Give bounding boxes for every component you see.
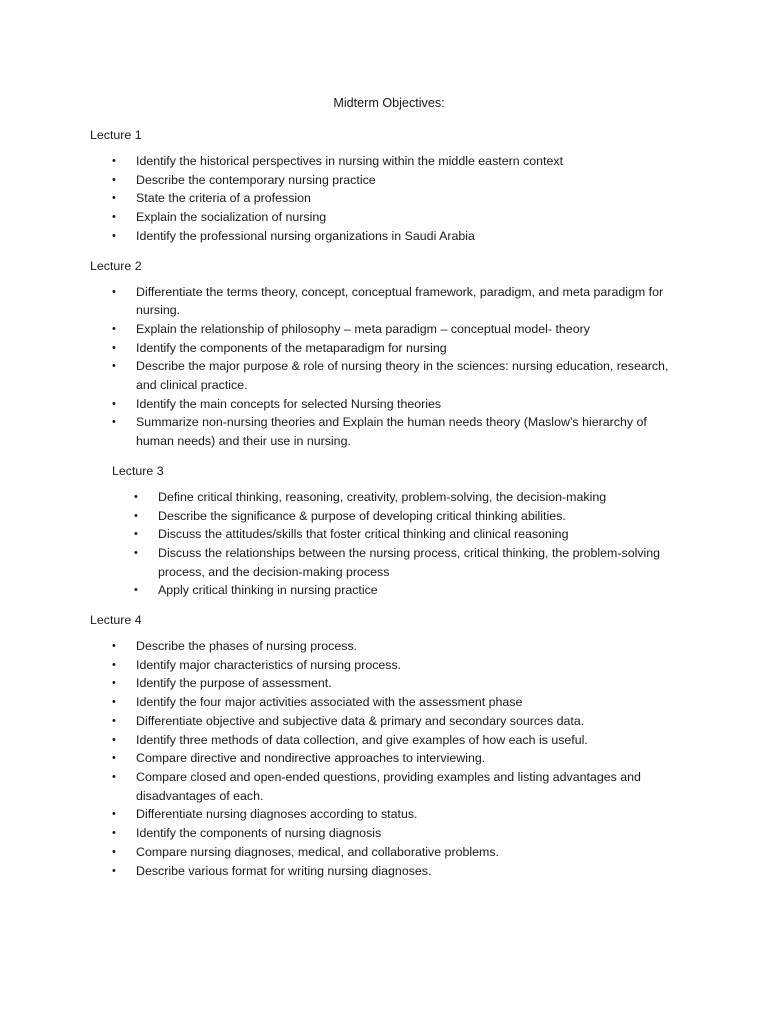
objective-text: Differentiate nursing diagnoses according to status.: [136, 807, 418, 822]
bullet-icon: •: [112, 173, 116, 186]
list-item: [90, 227, 688, 246]
bullet-icon: •: [112, 696, 116, 709]
bullet-icon: •: [112, 155, 116, 167]
objective-text: Compare closed and open-ended questions, providing examples and listing advantages and disadvantages of each.: [136, 769, 641, 803]
bullet-icon: •: [112, 752, 116, 765]
bullet-icon: •: [112, 808, 116, 821]
objective-text: Explain the relationship of philosophy – meta paradigm – conceptual model- theory: [136, 321, 590, 336]
list-item: [90, 507, 688, 526]
list-item: [90, 544, 688, 581]
bullet-icon: •: [112, 341, 116, 354]
list-item: [90, 171, 688, 190]
objective-text: Differentiate objective and subjective data & primary and secondary sources data.: [136, 713, 585, 728]
bullet-icon: •: [134, 490, 138, 503]
bullet-icon: •: [112, 827, 116, 840]
lecture-3-objectives: [90, 488, 688, 600]
bullet-icon: •: [112, 192, 116, 205]
objective-text: Summarize non-nursing theories and Explain the human needs theory (Maslow’s hierarchy of human needs) and their use in nursing.: [136, 415, 647, 449]
bullet-icon: •: [112, 658, 116, 671]
lecture-4-objectives: [90, 637, 688, 880]
list-item: [90, 749, 688, 768]
list-item: [90, 805, 688, 824]
objective-text: Discuss the attitudes/skills that foster critical thinking and clinical reasoning: [158, 527, 569, 542]
objective-text: Identify the historical perspectives in nursing within the middle eastern context: [136, 154, 564, 168]
objective-text: Apply critical thinking in nursing practice: [158, 583, 378, 598]
bullet-icon: •: [112, 640, 116, 653]
bullet-icon: •: [112, 322, 116, 335]
bullet-icon: •: [112, 211, 116, 224]
bullet-icon: •: [112, 864, 116, 877]
objective-text: Compare nursing diagnoses, medical, and collaborative problems.: [136, 844, 499, 859]
objective-text: Compare directive and nondirective approaches to interviewing.: [136, 751, 486, 766]
list-item: [90, 843, 688, 862]
objective-text: Describe the major purpose & role of nursing theory in the sciences: nursing education, research, and clinical practice.: [136, 359, 669, 393]
objective-text: Define critical thinking, reasoning, creativity, problem-solving, the decision-making: [158, 489, 607, 504]
objective-text: Identify the components of nursing diagnosis: [136, 826, 382, 841]
list-item: [90, 693, 688, 712]
objective-text: Describe various format for writing nursing diagnoses.: [136, 863, 432, 878]
bullet-icon: •: [112, 397, 116, 410]
list-item: [90, 395, 688, 414]
bullet-icon: •: [112, 770, 116, 783]
lecture-1-heading: Lecture 1: [90, 128, 142, 142]
bullet-icon: •: [112, 229, 116, 242]
list-item: [90, 283, 688, 320]
objective-text: Discuss the relationships between the nursing process, critical thinking, the problem-solving process, and the decision-making process: [158, 545, 661, 579]
lecture-4-heading: Lecture 4: [90, 613, 142, 628]
list-item: [90, 357, 688, 394]
list-item: [90, 152, 688, 171]
list-item: [90, 862, 688, 881]
bullet-icon: •: [134, 546, 138, 559]
list-item: [90, 656, 688, 675]
objective-text: Describe the phases of nursing process.: [136, 639, 358, 654]
list-item: [90, 488, 688, 507]
list-item: [90, 413, 688, 450]
list-item: [90, 768, 688, 805]
list-item: [90, 637, 688, 656]
objective-text: Describe the significance & purpose of developing critical thinking abilities.: [158, 508, 566, 523]
list-item: [90, 712, 688, 731]
list-item: [90, 581, 688, 600]
lecture-2-objectives: [90, 283, 688, 451]
objective-text: State the criteria of a profession: [136, 191, 311, 206]
list-item: [90, 320, 688, 339]
objective-text: Explain the socialization of nursing: [136, 210, 327, 225]
objective-text: Differentiate the terms theory, concept, conceptual framework, paradigm, and meta paradigm for nursing.: [136, 284, 664, 318]
list-item: [90, 189, 688, 208]
bullet-icon: •: [112, 714, 116, 727]
lecture-2-heading: Lecture 2: [90, 258, 142, 273]
objective-text: Identify major characteristics of nursing process.: [136, 657, 402, 672]
objective-text: Identify the purpose of assessment.: [136, 676, 332, 691]
objective-text: Identify the professional nursing organizations in Saudi Arabia: [136, 228, 475, 243]
list-item: [90, 208, 688, 227]
bullet-icon: •: [134, 528, 138, 541]
lecture-3-heading: Lecture 3: [112, 463, 164, 478]
objective-text: Describe the contemporary nursing practice: [136, 172, 376, 187]
bullet-icon: •: [112, 416, 116, 429]
bullet-icon: •: [134, 509, 138, 522]
document-title: Midterm Objectives:: [333, 96, 445, 110]
list-item: [90, 339, 688, 358]
list-item: [90, 824, 688, 843]
objective-text: Identify the main concepts for selected Nursing theories: [136, 396, 442, 411]
bullet-icon: •: [134, 584, 138, 597]
objective-text: Identify the components of the metaparadigm for nursing: [136, 340, 447, 355]
bullet-icon: •: [112, 285, 116, 298]
bullet-icon: •: [112, 677, 116, 690]
bullet-icon: •: [112, 845, 116, 858]
list-item: [90, 525, 688, 544]
list-item: [90, 674, 688, 693]
lecture-1-objectives: [90, 152, 688, 246]
objective-text: Identify the four major activities associated with the assessment phase: [136, 695, 523, 710]
bullet-icon: •: [112, 360, 116, 373]
list-item: [90, 731, 688, 750]
bullet-icon: •: [112, 733, 116, 746]
objective-text: Identify three methods of data collection, and give examples of how each is useful.: [136, 732, 588, 747]
